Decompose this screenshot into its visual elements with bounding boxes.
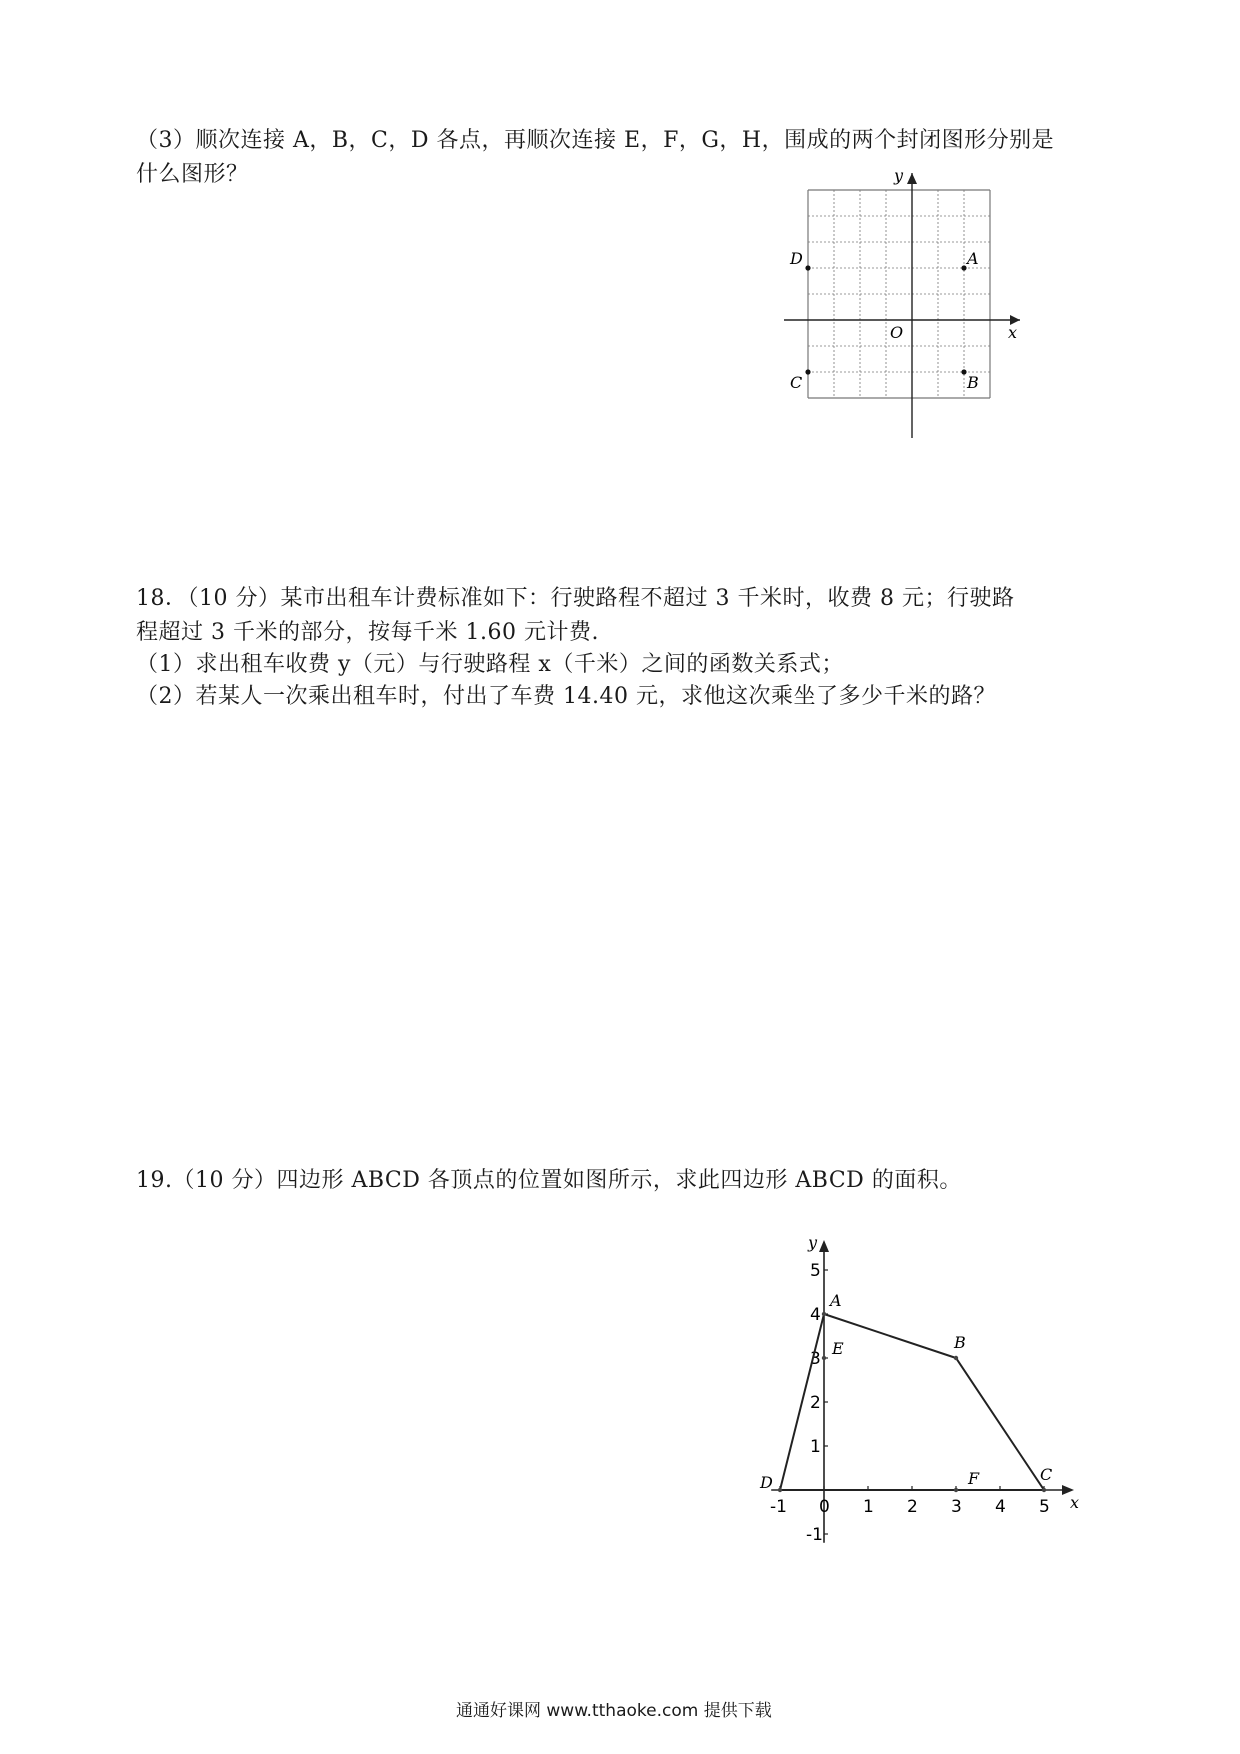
y-tick-label: 3 <box>810 1349 821 1369</box>
point-label-a: A <box>967 249 979 268</box>
point-c <box>805 369 810 374</box>
q17-text-line2: 什么图形？ <box>136 162 249 187</box>
y-axis-label: y <box>808 1233 818 1252</box>
q17-grid-figure <box>770 168 1030 448</box>
point-label-b: B <box>954 1333 966 1352</box>
y-tick-label: -1 <box>806 1525 823 1545</box>
point-a <box>961 265 966 270</box>
y-axis-label: y <box>894 166 904 185</box>
x-tick-label: 0 <box>819 1497 830 1517</box>
footer-credit: 通通好课网 www.tthaoke.com 提供下载 <box>456 1701 772 1721</box>
x-tick-label: 3 <box>951 1497 962 1517</box>
point-label-c: C <box>1040 1465 1053 1484</box>
tick-labels <box>770 1261 1053 1545</box>
x-axis-label: x <box>1008 323 1018 342</box>
point-label-e: E <box>832 1339 844 1358</box>
q18-text-line2: 程超过 3 千米的部分，按每千米 1.60 元计费. <box>136 620 599 645</box>
point-label-f: F <box>968 1469 980 1488</box>
grid-lines <box>808 190 990 398</box>
point-label-d: D <box>760 1473 773 1492</box>
x-tick-label: -1 <box>770 1497 787 1517</box>
point-c <box>1042 1488 1046 1492</box>
point-b <box>961 369 966 374</box>
x-tick-label: 4 <box>995 1497 1006 1517</box>
y-tick-label: 2 <box>810 1393 821 1413</box>
q19-text: 19.（10 分）四边形 ABCD 各顶点的位置如图所示，求此四边形 ABCD 的面积。 <box>136 1168 962 1193</box>
point-b <box>954 1356 958 1360</box>
origin-label: O <box>890 323 904 342</box>
point-label-b: B <box>967 373 979 392</box>
point-label-c: C <box>790 373 803 392</box>
point-label-d: D <box>790 249 803 268</box>
q19-quadrilateral-figure <box>760 1233 1080 1566</box>
q18-sub1: （1）求出租车收费 y（元）与行驶路程 x（千米）之间的函数关系式； <box>136 652 844 677</box>
q18-sub2: （2）若某人一次乘出租车时，付出了车费 14.40 元，求他这次乘坐了多少千米的路？ <box>136 684 996 709</box>
y-tick-label: 4 <box>810 1305 821 1325</box>
point-d <box>805 265 810 270</box>
point-d <box>778 1488 782 1492</box>
labeled-points <box>759 1291 1052 1492</box>
x-tick-label: 2 <box>907 1497 918 1517</box>
q17-text-line1: （3）顺次连接 A，B，C，D 各点，再顺次连接 E，F，G，H，围成的两个封闭图形分别是 <box>136 128 1055 153</box>
y-tick-label: 1 <box>810 1437 821 1457</box>
point-a <box>822 1312 826 1316</box>
x-tick-label: 1 <box>863 1497 874 1517</box>
q18-text-line1: 18．（10 分）某市出租车计费标准如下：行驶路程不超过 3 千米时，收费 8 元；行驶路 <box>136 586 1015 611</box>
point-f <box>954 1488 958 1492</box>
point-e <box>822 1356 826 1360</box>
y-tick-label: 5 <box>810 1261 821 1281</box>
x-axis-label: x <box>1070 1493 1080 1512</box>
point-label-a: A <box>830 1291 842 1310</box>
x-tick-label: 5 <box>1039 1497 1050 1517</box>
